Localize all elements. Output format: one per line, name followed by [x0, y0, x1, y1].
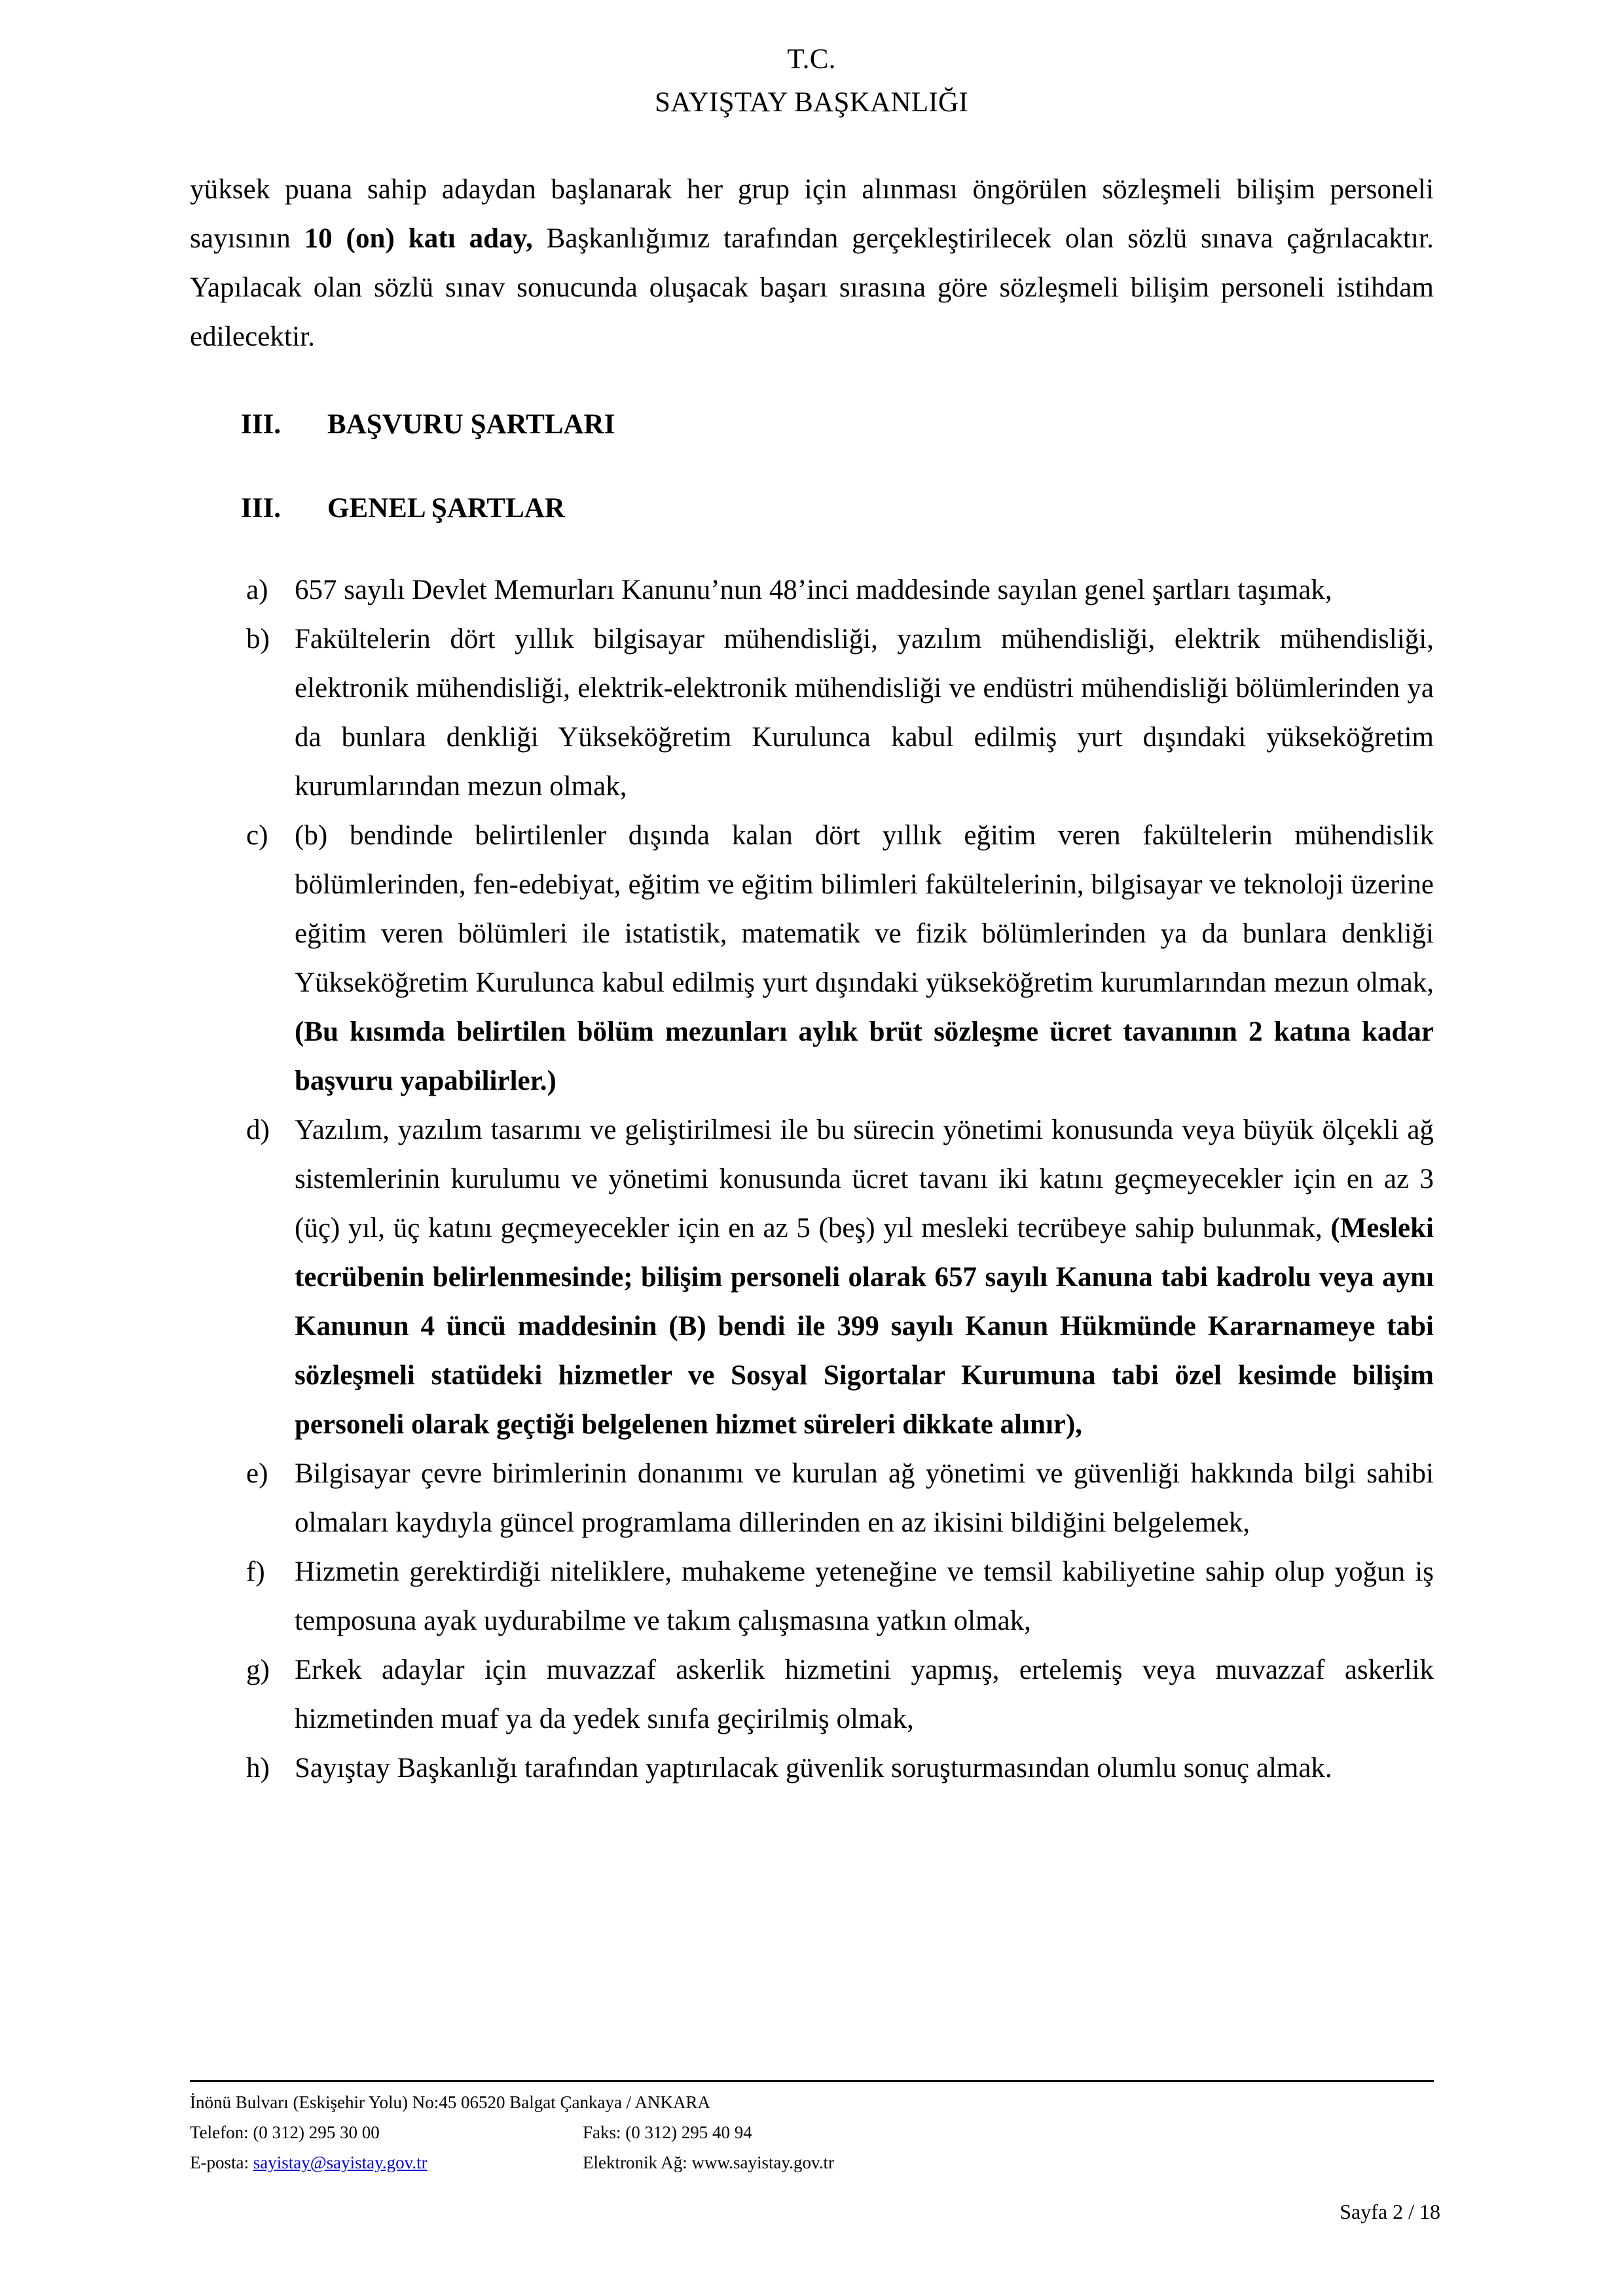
- heading-basvuru-number: III.: [241, 409, 281, 440]
- list-item-marker: d): [246, 1115, 270, 1145]
- list-item-text: (b) bendinde belirtilenler dışında kalan dört yıllık eğitim veren fakültelerin mühendislik bölümlerinden, fen-edebiyat, eğitim ve eğitim bilimleri fakültelerinin, bilgisayar ve teknoloji üzerine eğitim veren bölümleri ile istatistik, matematik ve fizik bölümlerinden ya da bunlara denkliği Yükseköğretim Kurulunca kabul edilmiş yurt dışındaki yükseköğretim kurumlarından mezun olmak,: [295, 820, 1434, 998]
- footer-address: İnönü Bulvarı (Eskişehir Yolu) No:45 06520 Balgat Çankaya / ANKARA: [190, 2092, 710, 2112]
- list-item-text: Fakültelerin dört yıllık bilgisayar mühendisliği, yazılım mühendisliği, elektrik mühendisliği, elektronik mühendisliği, elektrik-elektronik mühendisliği ve endüstri mühendisliği bölümlerinden ya da bunlara denkliği Yükseköğretim Kurulunca kabul edilmiş yurt dışındaki yükseköğretim kurumlarından mezun olmak,: [295, 624, 1434, 802]
- list-item-body: [295, 1105, 1434, 1449]
- list-item: [244, 615, 1434, 811]
- footer-email-link[interactable]: sayistay@sayistay.gov.tr: [253, 2153, 428, 2172]
- footer-phone: Telefon: (0 312) 295 30 00: [190, 2123, 380, 2142]
- list-item-text: Hizmetin gerektirdiği niteliklere, muhakeme yeteneğine ve temsil kabiliyetine sahip olup yoğun iş temposuna ayak uydurabilme ve takım çalışmasına yatkın olmak,: [295, 1556, 1434, 1636]
- list-item-body: [295, 565, 1434, 615]
- list-item-text: Erkek adaylar için muvazzaf askerlik hizmetini yapmış, ertelemiş veya muvazzaf askerlik hizmetinden muaf ya da yedek sınıfa geçirilmiş olmak,: [295, 1655, 1434, 1734]
- footer-phone-row: [190, 2117, 1434, 2147]
- document-footer: [190, 2080, 1434, 2178]
- list-item-body: [295, 1449, 1434, 1547]
- list-item-bold: (Mesleki tecrübenin belirlenmesinde; bilişim personeli olarak 657 sayılı Kanuna tabi kadrolu veya aynı Kanunun 4 üncü maddesinin (B) bendi ile 399 sayılı Kanun Hükmünde Kararnameye tabi sözleşmeli statüdeki hizmetler ve Sosyal Sigortalar Kurumuna tabi özel kesimde bilişim personeli olarak geçtiği belgelenen hizmet süreleri dikkate alınır),: [295, 1213, 1434, 1440]
- footer-email-label: E-posta:: [190, 2153, 249, 2172]
- heading-basvuru-title: BAŞVURU ŞARTLARI: [327, 409, 615, 440]
- list-item: [244, 1105, 1434, 1449]
- heading-genel-sartlar: [190, 486, 1434, 531]
- list-item-text: Yazılım, yazılım tasarımı ve geliştirilmesi ile bu sürecin yönetimi konusunda veya büyük ölçekli ağ sistemlerinin kurulumu ve yönetimi konusunda ücret tavanı iki katını geçmeyecekler için en az 3 (üç) yıl, üç katını geçmeyecekler için en az 5 (beş) yıl mesleki tecrübeye sahip bulunmak,: [295, 1115, 1434, 1244]
- intro-paragraph: [190, 165, 1434, 361]
- list-item-marker: c): [246, 820, 268, 851]
- footer-fax: Faks: (0 312) 295 40 94: [583, 2123, 752, 2142]
- page-number: Sayfa 2 / 18: [1340, 2200, 1440, 2223]
- footer-divider: [190, 2080, 1434, 2082]
- list-item-marker: a): [246, 575, 268, 605]
- list-item-marker: e): [246, 1458, 268, 1489]
- list-item-body: [295, 1744, 1434, 1793]
- list-item: [244, 1449, 1434, 1547]
- list-item-text: 657 sayılı Devlet Memurları Kanunu’nun 48’inci maddesinde sayılan genel şartları taşımak,: [295, 575, 1332, 605]
- list-item-body: [295, 1547, 1434, 1645]
- header-line-institution: SAYIŞTAY BAŞKANLIĞI: [655, 87, 968, 118]
- footer-email-cell: [190, 2147, 583, 2178]
- list-item-text: Bilgisayar çevre birimlerinin donanımı ve kurulan ağ yönetimi ve güvenliği hakkında bilgi sahibi olmaları kaydıyla güncel programlama dillerinden en az ikisini bildiğini belgelemek,: [295, 1458, 1434, 1538]
- footer-email-row: [190, 2147, 1434, 2178]
- conditions-list: [244, 565, 1434, 1793]
- list-item: [244, 811, 1434, 1105]
- list-item-body: [295, 1645, 1434, 1744]
- footer-web: Elektronik Ağ: www.sayistay.gov.tr: [583, 2153, 834, 2172]
- heading-genel-number: III.: [241, 493, 281, 524]
- list-item-marker: h): [246, 1753, 270, 1784]
- intro-part1: yüksek puana sahip adaydan başlanarak her grup için alınması öngörülen sözleşmeli bilişim personeli sayısının: [190, 174, 1434, 254]
- list-item-marker: g): [246, 1655, 270, 1685]
- list-item: [244, 1547, 1434, 1645]
- intro-bold: 10 (on) katı aday,: [304, 223, 533, 254]
- list-item-body: [295, 811, 1434, 1105]
- list-item: [244, 1744, 1434, 1793]
- heading-basvuru-sartlari: [190, 402, 1434, 448]
- footer-address-row: [190, 2087, 1434, 2117]
- document-body: [190, 165, 1434, 1793]
- conditions-list-wrapper: [190, 565, 1434, 1793]
- document-header: [0, 38, 1623, 124]
- list-item: [244, 1645, 1434, 1744]
- heading-genel-title: GENEL ŞARTLAR: [327, 493, 565, 524]
- header-line-tc: T.C.: [787, 44, 836, 75]
- list-item-body: [295, 615, 1434, 811]
- list-item-marker: b): [246, 624, 270, 655]
- list-item: [244, 565, 1434, 615]
- list-item-bold: (Bu kısımda belirtilen bölüm mezunları aylık brüt sözleşme ücret tavanının 2 katına kadar başvuru yapabilirler.): [295, 1016, 1434, 1096]
- list-item-marker: f): [246, 1556, 265, 1587]
- intro-part2: Başkanlığımız tarafından gerçekleştirilecek olan sözlü sınava çağrılacaktır. Yapılacak olan sözlü sınav sonucunda oluşacak başarı sırasına göre sözleşmeli bilişim personeli istihdam edilecektir.: [190, 223, 1434, 352]
- list-item-text: Sayıştay Başkanlığı tarafından yaptırılacak güvenlik soruşturmasından olumlu sonuç almak.: [295, 1753, 1332, 1784]
